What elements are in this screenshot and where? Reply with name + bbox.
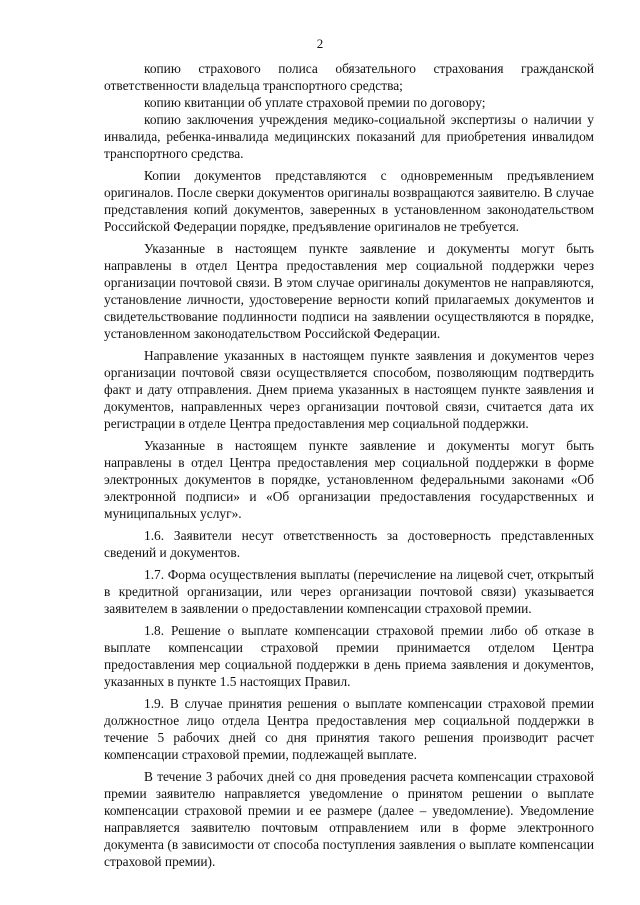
paragraph-insurance-policy-copy: копию страхового полиса обязательного страхования гражданской ответственности владельца транспортного средства; [104,61,594,93]
paragraph-medical-expertise-copy: копию заключения учреждения медико-социальной экспертизы о наличии у инвалида, ребенка-инвалида медицинских показаний для приобретения инвалидом транспортного средства. [104,112,594,161]
paragraph-1-6: 1.6. Заявители несут ответственность за достоверность представленных сведений и документов. [104,528,594,560]
paragraph-1-9: 1.9. В случае принятия решения о выплате компенсации страховой премии должностное лицо отдела Центра предоставления мер социальной поддержки в течение 5 рабочих дней со дня принятия такого решения производит расчет компенсации страховой премии, подлежащей выплате. [104,696,594,762]
paragraph-postal-date: Направление указанных в настоящем пункте заявления и документов через организации почтовой связи осуществляется способом, позволяющим подтвердить факт и дату отправления. Днем приема указанных в настоящем пункте заявления и документов, направленных через организации почтовой связи, считается дата их регистрации в отделе Центра предоставления мер социальной поддержки. [104,348,594,431]
paragraph-postal-submission: Указанные в настоящем пункте заявление и документы могут быть направлены в отдел Центра предоставления мер социальной поддержки через организации почтовой связи. В этом случае оригиналы документов не направляются, установление личности, удостоверение верности копий прилагаемых документов и свидетельствование подлинности подписи на заявлении осуществляются в порядке, установленном законодательством Российской Федерации. [104,241,594,341]
paragraph-1-7: 1.7. Форма осуществления выплаты (перечисление на лицевой счет, открытый в кредитной организации, или через организации почтовой связи) указывается заявителем в заявлении о предоставлении компенсации страховой премии. [104,567,594,616]
paragraph-1-8: 1.8. Решение о выплате компенсации страховой премии либо об отказе в выплате компенсации страховой премии принимается отделом Центра предоставления мер социальной поддержки в день приема заявления и документов, указанных в пункте 1.5 настоящих Правил. [104,623,594,689]
page-number: 2 [316,36,324,51]
paragraph-premium-receipt-copy: копию квитанции об уплате страховой премии по договору; [144,95,486,110]
document-body [104,60,594,870]
paragraph-electronic-submission: Указанные в настоящем пункте заявление и документы могут быть направлены в отдел Центра предоставления мер социальной поддержки в форме электронных документов в порядке, установленном федеральными законами «Об электронной подписи» и «Об организации предоставления государственных и муниципальных услуг». [104,438,594,521]
paragraph-document-copies: Копии документов представляются с одновременным предъявлением оригиналов. После сверки документов оригиналы возвращаются заявителю. В случае представления копий документов, заверенных в установленном законодательством Российской Федерации порядке, предъявление оригиналов не требуется. [104,168,594,234]
paragraph-notification: В течение 3 рабочих дней со дня проведения расчета компенсации страховой премии заявителю направляется уведомление о принятом решении о выплате компенсации страховой премии и ее размере (далее – уведомление). Уведомление направляется заявителю почтовым отправлением или в форме электронного документа (в зависимости от способа поступления заявления о выплате компенсации страховой премии). [104,769,594,869]
